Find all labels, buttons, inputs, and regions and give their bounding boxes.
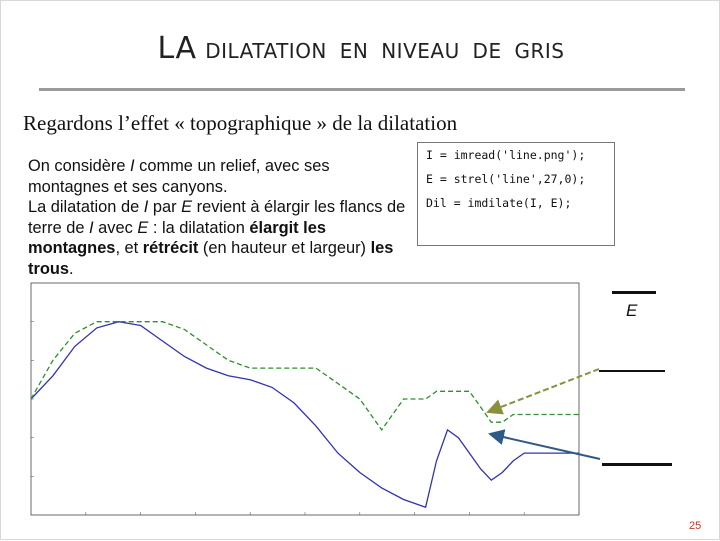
title-container xyxy=(1,31,720,66)
bold-segment: les trous xyxy=(28,239,394,278)
body-text xyxy=(28,156,408,279)
text-segment: , et xyxy=(115,239,143,257)
slide-title xyxy=(157,31,565,66)
text-segment: : la dilatation xyxy=(148,218,250,237)
text-segment: (en hauteur et largeur) xyxy=(198,239,371,257)
var-i: I xyxy=(130,157,135,175)
code-line-3: Dil = imdilate(I, E); xyxy=(426,196,572,210)
text-segment: avec xyxy=(93,218,138,237)
title-rest: DILATATION EN NIVEAU DE GRIS xyxy=(205,39,565,63)
paragraph-1 xyxy=(28,156,408,197)
bold-segment: élargit les montagnes xyxy=(28,218,326,257)
var-e: E xyxy=(181,198,193,216)
var-e: E xyxy=(137,218,149,237)
title-underline xyxy=(39,88,685,91)
bold-segment: rétrécit xyxy=(142,239,199,257)
var-i: I xyxy=(89,218,94,237)
dilated-level-line xyxy=(599,370,665,372)
code-line-1: I = imread('line.png'); xyxy=(426,148,586,162)
structuring-element-label: E xyxy=(626,301,638,320)
text-segment: revient à élargir les flancs de terre de xyxy=(28,198,406,237)
paragraph-2 xyxy=(28,197,408,279)
page-number: 25 xyxy=(689,520,702,532)
text-segment: On considère xyxy=(28,157,131,175)
series-original xyxy=(31,322,579,508)
plot-lines xyxy=(31,322,579,508)
text-segment: . xyxy=(68,259,74,278)
profile-plot xyxy=(1,279,591,519)
subtitle: Regardons l’effet « topographique » de la dilatation xyxy=(23,111,458,135)
original-level-line xyxy=(602,463,672,466)
code-box xyxy=(417,142,615,246)
text-segment: par xyxy=(148,198,182,216)
var-i: I xyxy=(143,198,149,216)
title-first-word: LA xyxy=(157,31,197,66)
code-line-2: E = strel('line',27,0); xyxy=(426,172,586,186)
plot-frame xyxy=(31,283,579,515)
axis-ticks xyxy=(31,283,579,515)
structuring-element-bar xyxy=(612,291,656,294)
text-segment: comme un relief, avec ses montagnes et ses canyons. xyxy=(28,157,330,196)
text-segment: La dilatation de xyxy=(28,198,144,216)
